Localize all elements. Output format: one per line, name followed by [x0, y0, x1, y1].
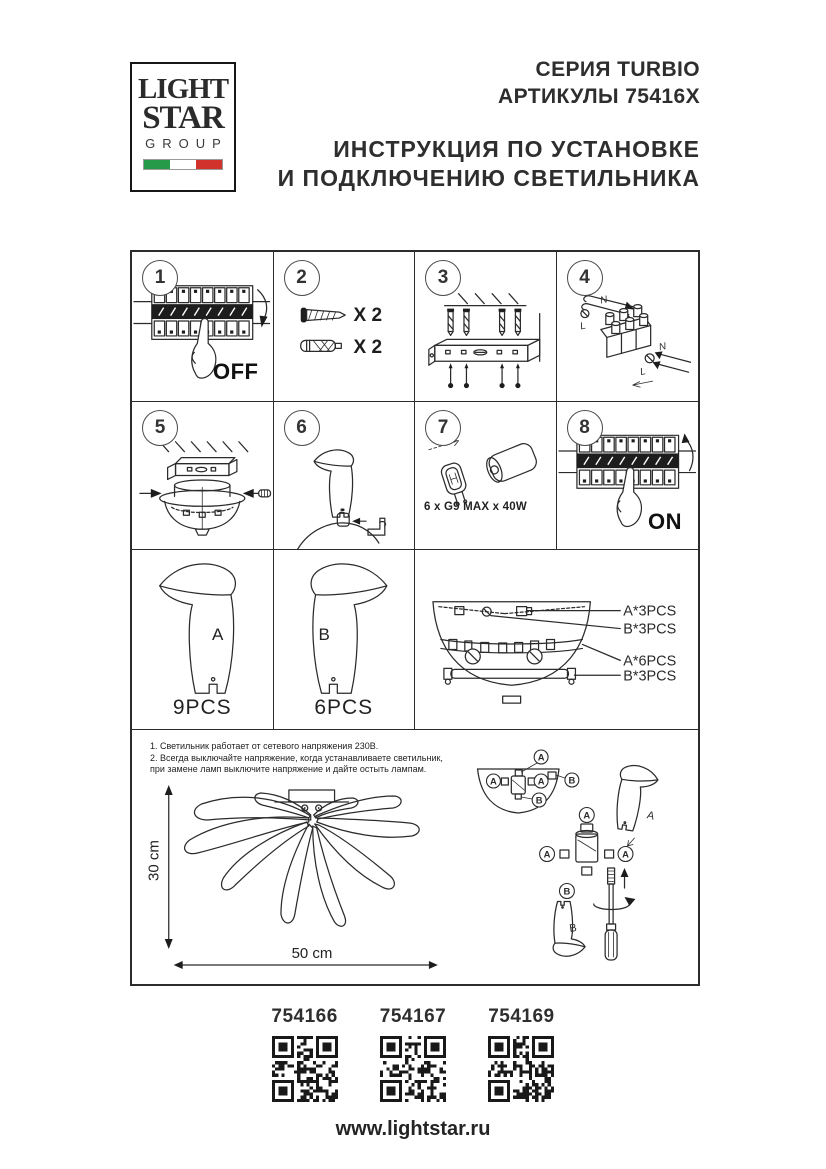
- safety-notes: [150, 741, 443, 776]
- part-a-qty: 9PCS: [172, 696, 232, 719]
- callout-socket-left: A: [543, 849, 551, 861]
- flag-green: [144, 160, 170, 169]
- step-3-cell: [415, 252, 557, 402]
- base-parts-cell: [415, 550, 698, 730]
- lightstar-logo: [130, 62, 236, 192]
- terminal-block-icon: [600, 305, 650, 358]
- anchors-icons: [447, 309, 521, 336]
- assembly-dome-detail: [478, 750, 579, 813]
- on-label: ON: [648, 509, 682, 534]
- step-1-cell: [132, 252, 274, 402]
- callout-socket-below: B: [563, 886, 571, 898]
- base-label-4: B*3PCS: [623, 668, 677, 685]
- step-7-badge: 7: [425, 410, 461, 446]
- header: [278, 56, 700, 193]
- step-3-badge: 3: [425, 260, 461, 296]
- qr-article-1: 754166: [271, 1006, 338, 1027]
- note-line-2: 2. Всегда выключайте напряжение, когда устанавливаете светильник,: [150, 752, 443, 763]
- pointing-finger-icon: [617, 468, 641, 527]
- logo-word-light: LIGHT: [137, 73, 229, 105]
- wire-n-bottom-label: N: [657, 341, 667, 354]
- arrow-down-icon: [258, 290, 268, 328]
- wall-anchor-icon: [300, 340, 341, 351]
- instruction-title: [278, 135, 700, 193]
- qr-item-3: [488, 1006, 554, 1102]
- screws-icons: [448, 363, 520, 388]
- mounting-bracket-icon: [429, 339, 540, 365]
- qr-article-3: 754169: [488, 1006, 555, 1027]
- ceiling-hatch: [459, 294, 518, 304]
- step-2-cell: [274, 252, 416, 402]
- step-7-cell: [415, 402, 557, 550]
- callout-socket-top: A: [583, 810, 591, 822]
- part-b-qty: 6PCS: [314, 696, 374, 719]
- note-line-1: 1. Светильник работает от сетевого напряжения 230В.: [150, 741, 379, 751]
- step-8-cell: [557, 402, 699, 550]
- series-title: СЕРИЯ TURBIO: [535, 58, 700, 81]
- step-2-badge: 2: [284, 260, 320, 296]
- part-b-letter: B: [318, 625, 330, 644]
- assembled-lamp-drawing: [185, 790, 420, 926]
- arrow-up-icon: [681, 433, 692, 470]
- screwdriver-icon: [243, 489, 271, 498]
- step-1-badge: 1: [142, 260, 178, 296]
- qr-article-2: 754167: [379, 1006, 447, 1027]
- step-4-cell: [557, 252, 699, 402]
- arrow-left-icon: [140, 489, 162, 498]
- qr-item-1: [271, 1006, 337, 1102]
- anchor-qty-label: X 2: [353, 337, 383, 358]
- overview-cell: [132, 730, 698, 988]
- assembly-blade-a-icon: [613, 764, 660, 834]
- wire-l-bottom-label: L: [638, 366, 647, 379]
- assembly-blade-b-letter: B: [568, 922, 578, 935]
- width-dimension-label: 50 cm: [291, 945, 333, 962]
- instruction-grid: [130, 250, 700, 986]
- qr-code-1: [272, 1036, 338, 1102]
- base-parts-diagram: [415, 550, 698, 729]
- flag-white: [170, 160, 196, 169]
- flag-red: [196, 160, 222, 169]
- step-4-badge: 4: [567, 260, 603, 296]
- callout-dome-mid: A: [537, 776, 545, 788]
- website-url: www.lightstar.ru: [335, 1118, 491, 1140]
- height-dimension-label: 30 cm: [145, 840, 163, 881]
- note-line-3: при замене ламп выключите напряжение и дайте остыть лампам.: [150, 764, 427, 774]
- step-6-cell: [274, 402, 416, 550]
- instruction-title-line1: ИНСТРУКЦИЯ ПО УСТАНОВКЕ: [333, 136, 700, 162]
- base-label-3: A*6PCS: [623, 653, 677, 670]
- blade-icon: [314, 450, 353, 517]
- assembly-socket-detail: [540, 808, 633, 899]
- italian-flag-icon: [143, 159, 223, 170]
- qr-code-3: [488, 1036, 554, 1102]
- bulb-spec-label: 6 x G9 MAX x 40W: [424, 501, 527, 513]
- part-a-cell: [132, 550, 274, 730]
- screw-qty-label: X 2: [353, 305, 383, 326]
- base-label-1: A*3PCS: [623, 603, 677, 620]
- lamp-base-icon: [160, 480, 245, 535]
- bracket-icon: [168, 458, 237, 480]
- qr-code-2: [380, 1036, 446, 1102]
- step-5-cell: [132, 402, 274, 550]
- logo-word-group: GROUP: [145, 136, 228, 151]
- part-b-cell: [274, 550, 416, 730]
- part-a-letter: A: [212, 625, 224, 644]
- callout-dome-left: A: [490, 776, 497, 788]
- wire-n-top-label: N: [598, 294, 609, 307]
- off-label: OFF: [213, 359, 259, 384]
- wires-bottom: [645, 351, 690, 372]
- shade-cylinder-icon: [483, 441, 539, 485]
- logo-word-star: STAR: [142, 100, 224, 136]
- assembly-blade-a-letter: A: [645, 809, 656, 823]
- dome-top-icon: [297, 523, 378, 549]
- step-6-badge: 6: [284, 410, 320, 446]
- rotation-arrow-icon: [594, 904, 630, 910]
- screw-icon: [300, 308, 345, 323]
- wire-l-top-label: L: [578, 320, 587, 333]
- step-5-badge: 5: [142, 410, 178, 446]
- articles-title: АРТИКУЛЫ 75416X: [498, 85, 700, 108]
- callout-dome-top: A: [537, 752, 545, 764]
- small-arrow-icon: [632, 381, 652, 387]
- step-8-badge: 8: [567, 410, 603, 446]
- callout-dome-right: B: [568, 775, 576, 787]
- instruction-title-line2: И ПОДКЛЮЧЕНИЮ СВЕТИЛЬНИКА: [277, 165, 700, 191]
- callout-dome-bottom: B: [535, 795, 543, 807]
- callout-socket-right: A: [622, 849, 629, 861]
- screwdriver-icon: [594, 868, 636, 960]
- qr-section: [0, 1006, 826, 1102]
- ceiling-hatch: [160, 442, 248, 452]
- qr-item-2: [380, 1006, 446, 1102]
- blade-a-icon: [160, 564, 236, 693]
- base-label-2: B*3PCS: [623, 621, 677, 638]
